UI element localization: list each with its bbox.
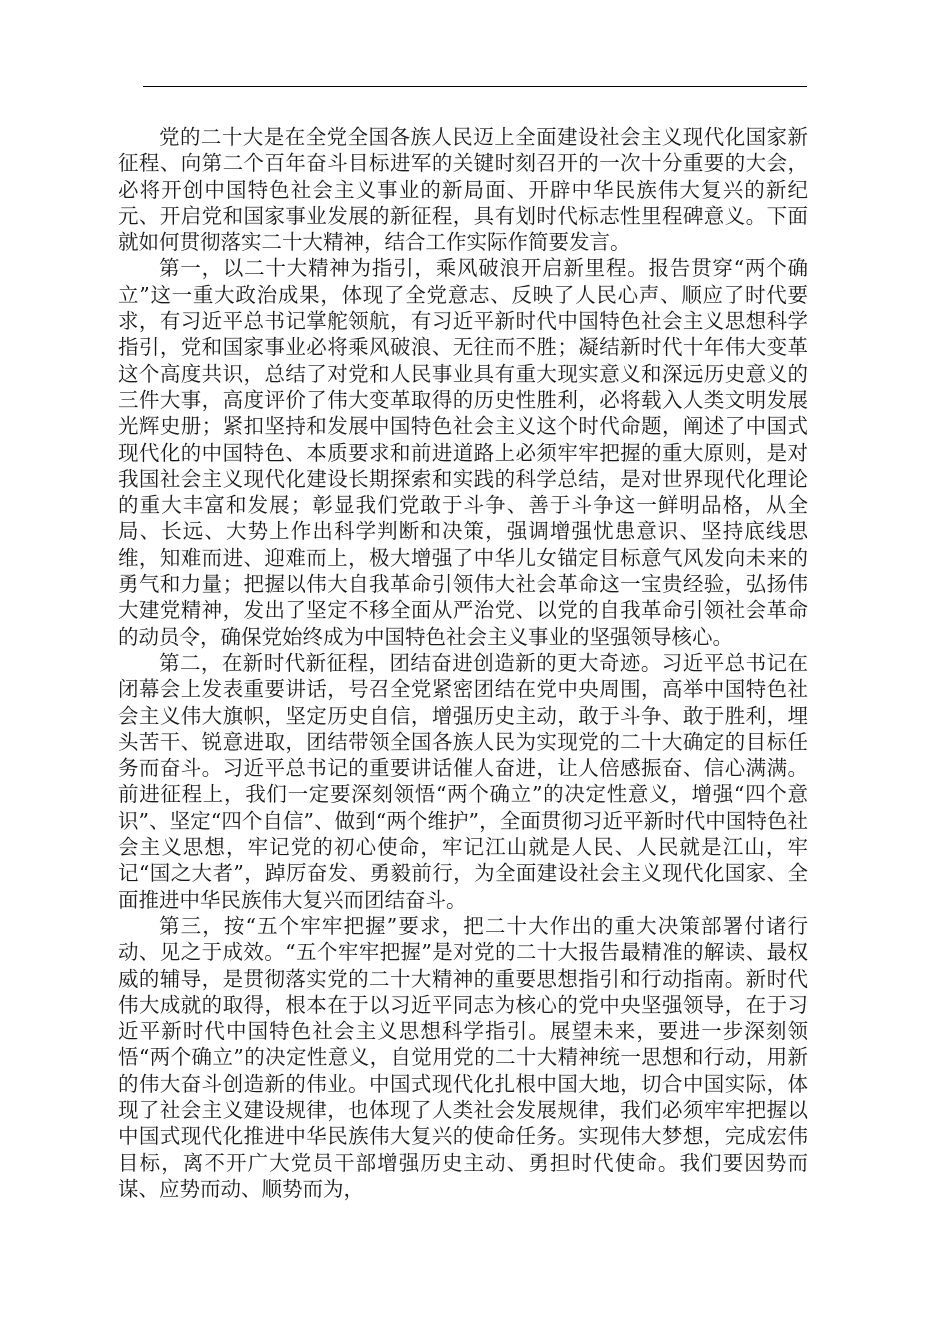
header-rule: [143, 86, 807, 87]
paragraph-first-point: 第一，以二十大精神为指引，乘风破浪开启新里程。报告贯穿“两个确立”这一重大政治成果，体现了全党意志、反映了人民心声、顺应了时代要求，有习近平总书记掌舵领航，有习近平新时代中国特色社会主义思想科学指引，党和国家事业必将乘风破浪、无往而不胜；凝结新时代十年伟大变革这个高度共识，总结了对党和人民事业具有重大现实意义和深远历史意义的三件大事，高度评价了伟大变革取得的历史性胜利，必将载入人类文明发展光辉史册；紧扣坚持和发展中国特色社会主义这个时代命题，阐述了中国式现代化的中国特色、本质要求和前进道路上必须牢牢把握的重大原则，是对我国社会主义现代化建设长期探索和实践的科学总结，是对世界现代化理论的重大丰富和发展；彰显我们党敢于斗争、善于斗争这一鲜明品格，从全局、长远、大势上作出科学判断和决策，强调增强忧患意识、坚持底线思维，知难而进、迎难而上，极大增强了中华儿女锚定目标意气风发向未来的勇气和力量；把握以伟大自我革命引领伟大社会革命这一宝贵经验，弘扬伟大建党精神，发出了坚定不移全面从严治党、以党的自我革命引领社会革命的动员令，确保党始终成为中国特色社会主义事业的坚强领导核心。: [118, 256, 808, 649]
paragraph-intro: 党的二十大是在全党全国各族人民迈上全面建设社会主义现代化国家新征程、向第二个百年奋斗目标进军的关键时刻召开的一次十分重要的大会，必将开创中国特色社会主义事业的新局面、开辟中华民族伟大复兴的新纪元、开启党和国家事业发展的新征程，具有划时代标志性里程碑意义。下面就如何贯彻落实二十大精神，结合工作实际作简要发言。: [118, 125, 808, 255]
paragraph-third-point: 第三，按“五个牢牢把握”要求，把二十大作出的重大决策部署付诸行动、见之于成效。“五个牢牢把握”是对党的二十大报告最精准的解读、最权威的辅导，是贯彻落实党的二十大精神的重要思想指引和行动指南。新时代伟大成就的取得，根本在于以习近平同志为核心的党中央坚强领导，在于习近平新时代中国特色社会主义思想科学指引。展望未来，要进一步深刻领悟“两个确立”的决定性意义，自觉用党的二十大精神统一思想和行动，用新的伟大奋斗创造新的伟业。中国式现代化扎根中国大地，切合中国实际，体现了社会主义建设规律，也体现了人类社会发展规律，我们必须牢牢把握以中国式现代化推进中华民族伟大复兴的使命任务。实现伟大梦想，完成宏伟目标，离不开广大党员干部增强历史主动、勇担时代使命。我们要因势而谋、应势而动、顺势而为，: [118, 913, 808, 1201]
document-body: [118, 124, 808, 1202]
paragraph-second-point: 第二，在新时代新征程，团结奋进创造新的更大奇迹。习近平总书记在闭幕会上发表重要讲话，号召全党紧密团结在党中央周围，高举中国特色社会主义伟大旗帜，坚定历史自信，增强历史主动，敢于斗争、敢于胜利，埋头苦干、锐意进取，团结带领全国各族人民为实现党的二十大确定的目标任务而奋斗。习近平总书记的重要讲话催人奋进，让人倍感振奋、信心满满。前进征程上，我们一定要深刻领悟“两个确立”的决定性意义，增强“四个意识”、坚定“四个自信”、做到“两个维护”，全面贯彻习近平新时代中国特色社会主义思想，牢记党的初心使命，牢记江山就是人民、人民就是江山，牢记“国之大者”，踔厉奋发、勇毅前行，为全面建设社会主义现代化国家、全面推进中华民族伟大复兴而团结奋斗。: [118, 650, 808, 912]
